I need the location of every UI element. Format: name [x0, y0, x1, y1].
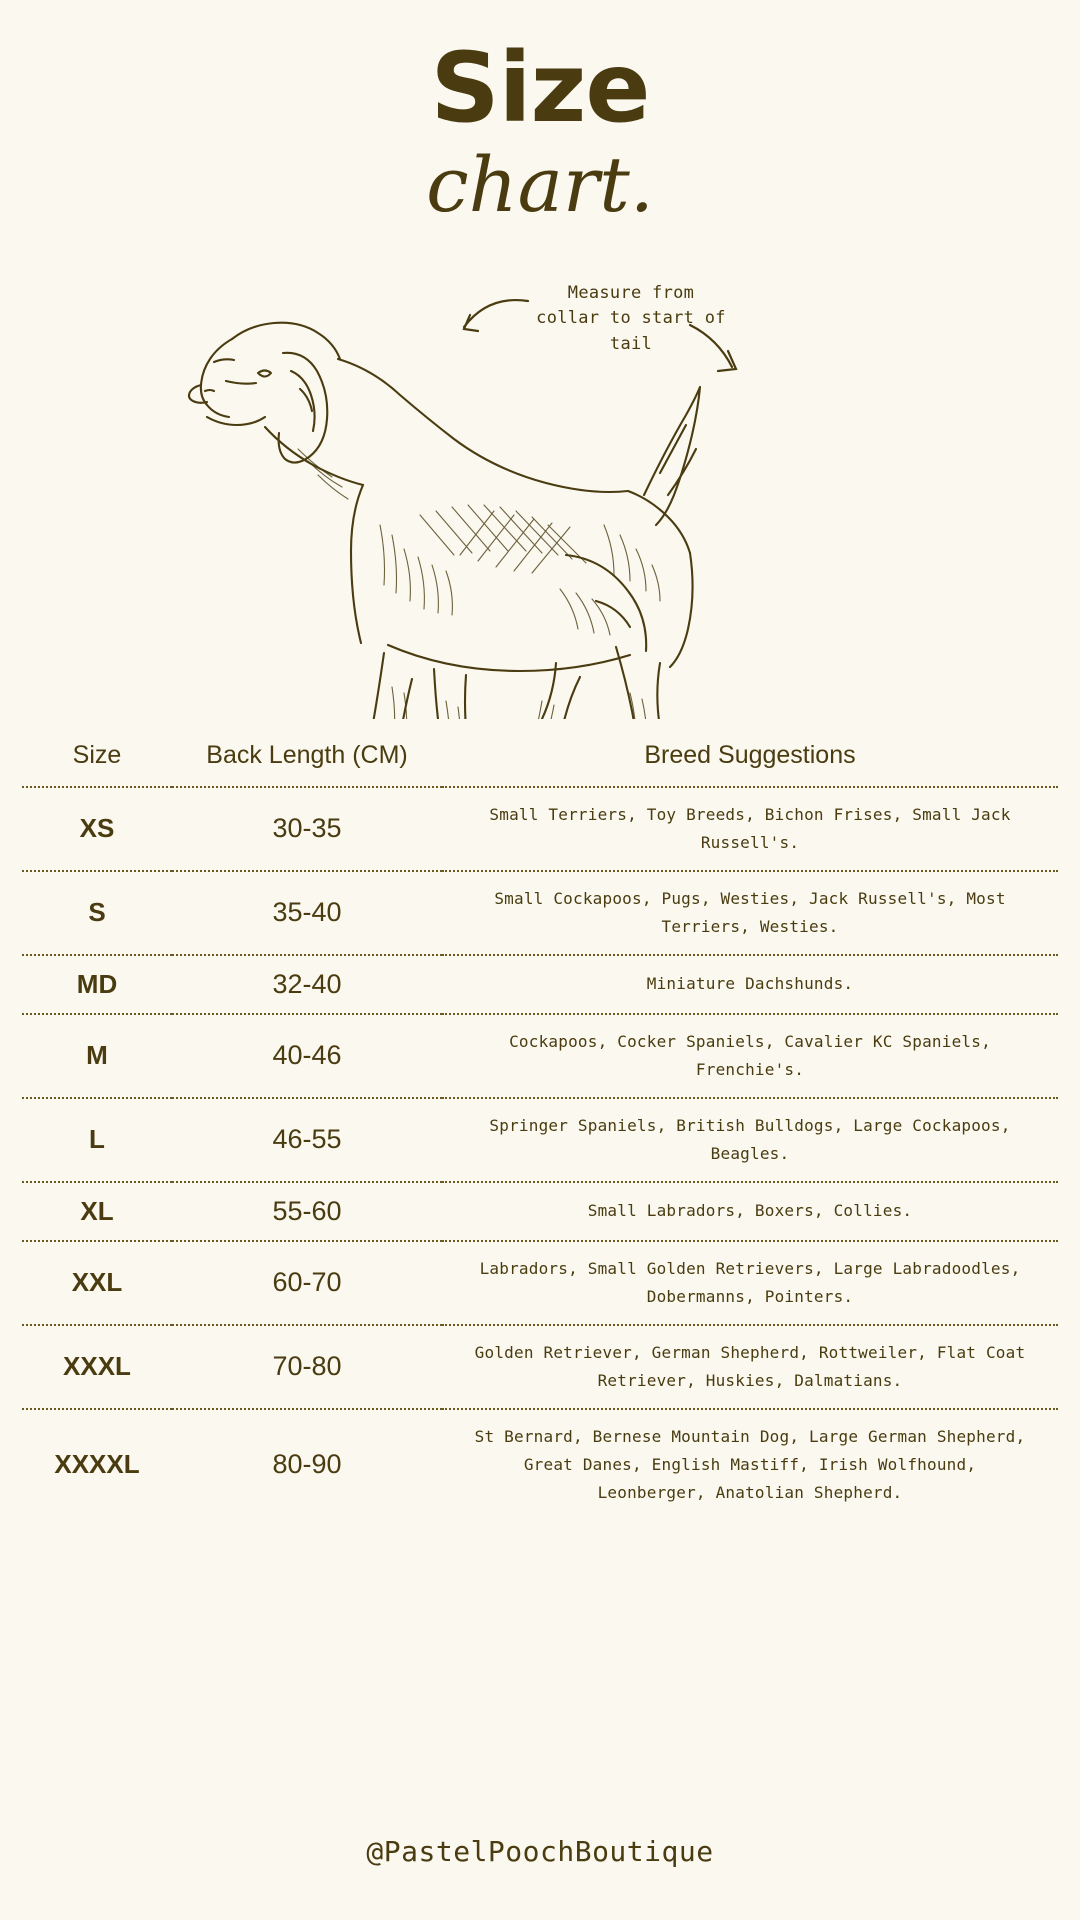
table-row: [22, 955, 1058, 1014]
table-row: [22, 871, 1058, 955]
title-sub: chart.: [426, 139, 654, 229]
cell-size: M: [86, 1040, 108, 1071]
table-header: [22, 731, 1058, 787]
cell-breeds: Small Cockapoos, Pugs, Westies, Jack Russell's, Most Terriers, Westies.: [494, 888, 1006, 936]
cell-breeds: Golden Retriever, German Shepherd, Rottweiler, Flat Coat Retriever, Huskies, Dalmatians.: [474, 1342, 1026, 1390]
table-row: [22, 1409, 1058, 1520]
cell-size: XXXL: [63, 1351, 131, 1382]
cell-size: MD: [76, 968, 118, 999]
table-row: [22, 787, 1058, 871]
measure-instruction-label: Measure from collar to start of tail: [536, 282, 726, 354]
cell-back-length: 46-55: [272, 1124, 342, 1155]
cell-breeds: Cockapoos, Cocker Spaniels, Cavalier KC Spaniels, Frenchie's.: [509, 1031, 991, 1079]
cell-breeds: Miniature Dachshunds.: [646, 974, 854, 994]
column-header-back-length: Back Length (CM): [206, 740, 408, 769]
cell-back-length: 35-40: [272, 897, 342, 928]
cell-size: L: [89, 1124, 105, 1155]
cell-size: XXL: [71, 1267, 123, 1298]
cell-back-length: 32-40: [272, 968, 342, 999]
cell-back-length: 55-60: [272, 1195, 342, 1226]
cell-size: XL: [80, 1195, 114, 1226]
title-main: Size: [430, 32, 650, 144]
cell-breeds: Small Terriers, Toy Breeds, Bichon Frises, Small Jack Russell's.: [489, 804, 1011, 852]
column-header-size: Size: [72, 740, 122, 769]
cell-size: S: [88, 897, 106, 928]
cell-breeds: St Bernard, Bernese Mountain Dog, Large German Shepherd, Great Danes, English Mastiff, Irish Wolfhound, Leonberger, Anatolian Shepherd.: [474, 1426, 1026, 1502]
cell-size: XXXXL: [54, 1449, 140, 1480]
table-row: [22, 1182, 1058, 1241]
cell-back-length: 80-90: [272, 1449, 342, 1480]
size-table-wrap: [0, 731, 1080, 1520]
page-title: [0, 0, 1080, 229]
size-table: [22, 731, 1058, 1520]
table-body: [22, 787, 1058, 1520]
table-row: [22, 1098, 1058, 1182]
cell-back-length: 60-70: [272, 1267, 342, 1298]
table-row: [22, 1241, 1058, 1325]
cell-back-length: 70-80: [272, 1351, 342, 1382]
column-header-breed-suggestions: Breed Suggestions: [644, 740, 856, 769]
cell-breeds: Labradors, Small Golden Retrievers, Large Labradoodles, Dobermanns, Pointers.: [479, 1258, 1021, 1306]
table-row: [22, 1014, 1058, 1098]
cell-breeds: Small Labradors, Boxers, Collies.: [587, 1201, 913, 1221]
cell-back-length: 40-46: [272, 1040, 342, 1071]
cell-breeds: Springer Spaniels, British Bulldogs, Large Cockapoos, Beagles.: [489, 1115, 1011, 1163]
brand-handle: @PastelPoochBoutique: [366, 1835, 714, 1868]
cell-size: XS: [79, 813, 115, 844]
dog-illustration: [0, 249, 1080, 719]
table-row: [22, 1325, 1058, 1409]
table-header-row: [22, 731, 1058, 787]
cell-back-length: 30-35: [272, 813, 342, 844]
